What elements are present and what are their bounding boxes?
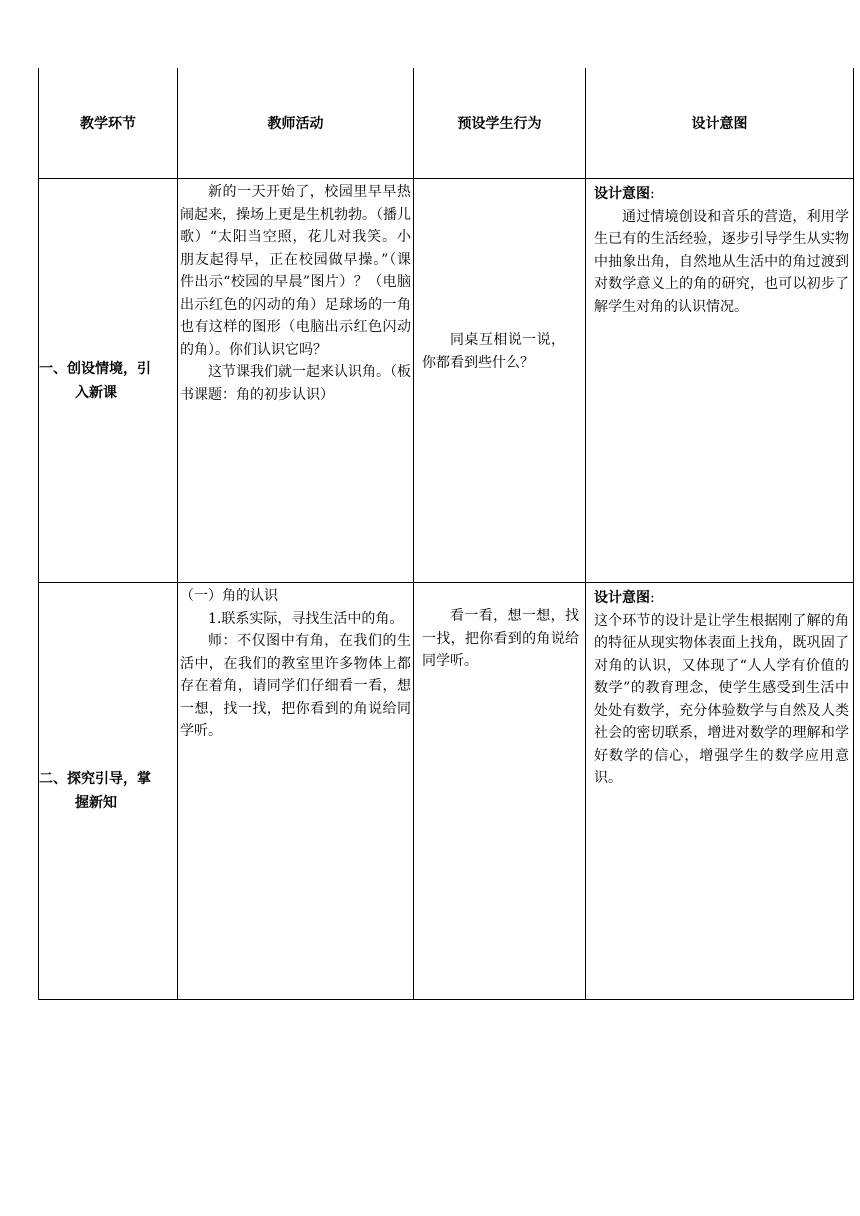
student-behavior-cell	[414, 583, 586, 1000]
header-student-behavior: 预设学生行为	[414, 68, 586, 179]
student-paragraph: 同桌互相说一说，你都看到些什么？	[422, 332, 565, 371]
teacher-activity-cell	[178, 583, 414, 1000]
stage-title-line2: 入新课	[75, 384, 117, 401]
stage-title-line1: 二、探究引导，掌	[39, 771, 151, 787]
intent-paragraph: 通过情境创设和音乐的营造，利用学生已有的生活经验，逐步引导学生从实物中抽象出角，自然地从生活中的角过渡到对数学意义上的角的研究，也可以初步了解学生对角的认识情况。	[594, 208, 849, 315]
intent-label: 设计意图	[594, 590, 650, 606]
teacher-section-heading: （一）角的认识	[180, 588, 278, 604]
header-teacher-activity: 教师活动	[178, 68, 414, 179]
teacher-paragraph: 1.联系实际，寻找生活中的角。	[208, 610, 404, 627]
intent-label: 设计意图	[594, 186, 650, 202]
stage-cell	[39, 583, 178, 1000]
stage-title-line1: 一、创设情境，引	[39, 360, 151, 377]
design-intent-cell	[586, 179, 854, 583]
table-row	[39, 179, 854, 583]
table-row	[39, 583, 854, 1000]
stage-cell	[39, 179, 178, 583]
intent-paragraph: 这个环节的设计是让学生根据刚了解的角的特征从现实物体表面上找角，既巩固了对角的认识，又体现了“人人学有价值的数学”的教育理念，使学生感受到生活中处处有数学，充分体验数学与自然及人类社会的密切联系，增进对数学的理解和学好数学的信心，增强学生的数学应用意识。	[594, 612, 849, 786]
student-paragraph: 看一看，想一想，找一找，把你看到的角说给同学听。	[422, 608, 579, 669]
table-header-row	[39, 68, 854, 179]
teacher-paragraph: 师：不仅图中有角，在我们的生活中，在我们的教室里许多物体上都存在着角，请同学们仔细看一看，想一想，找一找，把你看到的角说给同学听。	[180, 633, 411, 739]
teacher-activity-cell	[178, 179, 414, 583]
lesson-plan-table	[38, 68, 854, 1000]
student-behavior-cell	[414, 179, 586, 583]
intent-colon: :	[650, 186, 655, 202]
header-stage: 教学环节	[39, 68, 178, 179]
teacher-paragraph: 新的一天开始了，校园里早早热闹起来，操场上更是生机勃勃。（播儿歌）“太阳当空照，花儿对我笑。小朋友起得早，正在校园做早操。”（课件出示“校园的早晨”图片）？（电脑出示红色的闪动的角）足球场的一角也有这样的图形（电脑出示红色闪动的角）。你们认识它吗？	[180, 184, 411, 358]
design-intent-cell	[586, 583, 854, 1000]
teacher-paragraph: 这节课我们就一起来认识角。（板书课题：角的初步认识）	[180, 364, 411, 403]
header-design-intent: 设计意图	[586, 68, 854, 179]
intent-colon: :	[650, 590, 655, 606]
stage-title-line2: 握新知	[75, 795, 117, 811]
